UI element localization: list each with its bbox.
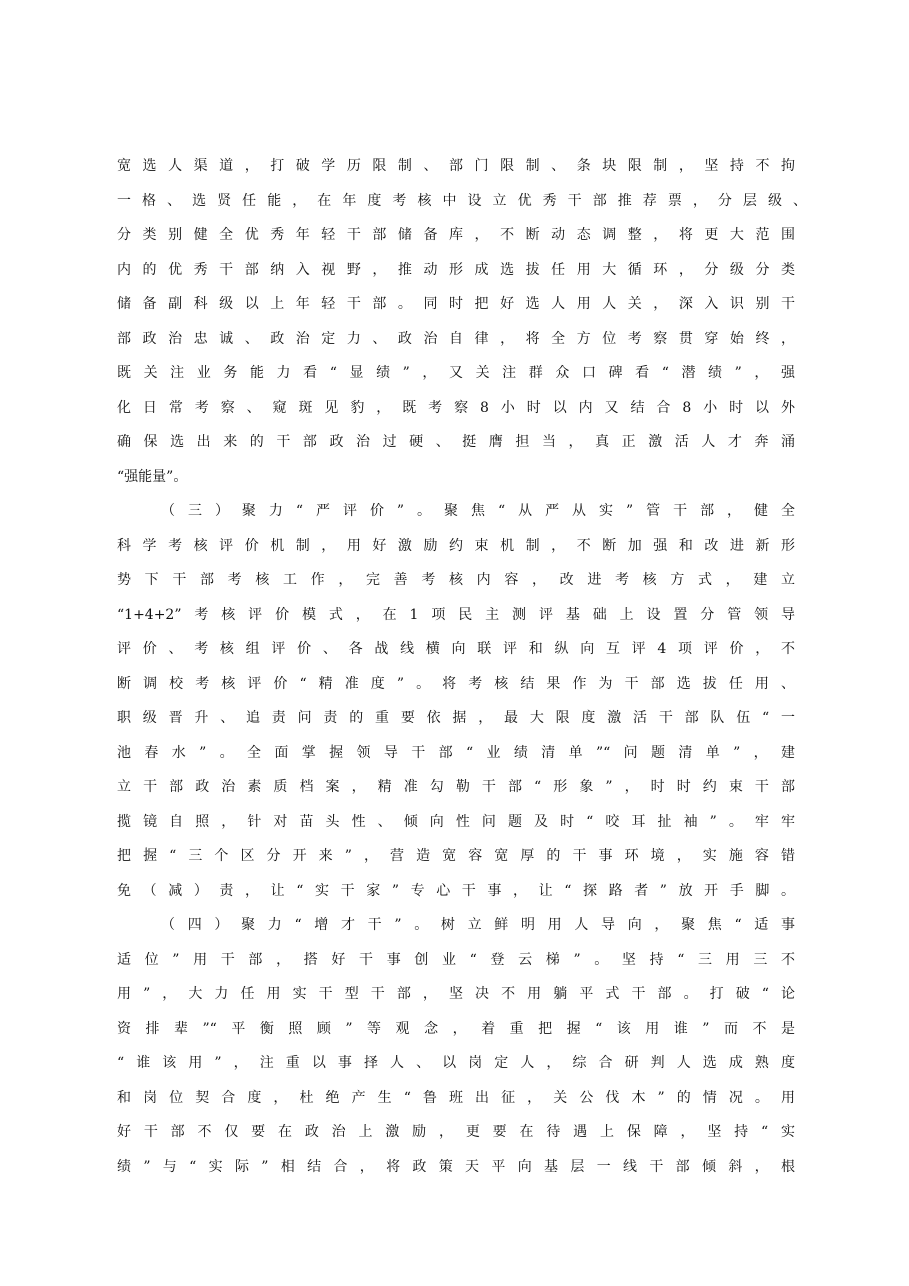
- text-line-10: “强能量”。: [117, 468, 188, 485]
- text-line-29: 好干部不仅要在政治上激励，更要在待遇上保障，坚持“实: [117, 1124, 795, 1140]
- text-line-21: 把握“三个区分开来”，营造宽容宽厚的干事环境，实施容错: [117, 848, 795, 864]
- text-line-18: 池春水”。全面掌握领导干部“业绩清单”“问题清单”，建: [117, 744, 795, 761]
- body-text: [117, 149, 817, 1184]
- text-line-28: 和岗位契合度，杜绝产生“鲁班出征，关公伐木”的情况。用: [117, 1089, 795, 1106]
- text-line-15: 评价、考核组评价、各战线横向联评和纵向互评4项评价，不: [117, 641, 795, 657]
- text-line-22: 免（减）责，让“实干家”专心干事，让“探路者”放开手脚。: [117, 882, 795, 899]
- text-line-23: （四）聚力“增才干”。树立鲜明用人导向，聚焦“适事: [161, 917, 795, 933]
- text-line-25: 用”，大力任用实干型干部，坚决不用躺平式干部。打破“论: [117, 986, 795, 1002]
- text-line-12: 科学考核评价机制，用好激励约束机制，不断加强和改进新形: [117, 537, 795, 554]
- text-line-3: 分类别健全优秀年轻干部储备库，不断动态调整，将更大范围: [117, 227, 795, 243]
- text-line-11: （三）聚力“严评价”。聚焦“从严从实”管干部，健全: [161, 503, 795, 519]
- text-line-14: “1+4+2”考核评价模式，在1项民主测评基础上设置分管领导: [117, 606, 795, 623]
- text-line-26: 资排辈”“平衡照顾”等观念，着重把握“该用谁”而不是: [117, 1020, 795, 1037]
- text-line-2: 一格、选贤任能，在年度考核中设立优秀干部推荐票，分层级、: [117, 192, 807, 209]
- text-line-30: 绩”与“实际”相结合，将政策天平向基层一线干部倾斜，根: [117, 1158, 795, 1175]
- text-line-6: 部政治忠诚、政治定力、政治自律，将全方位考察贯穿始终，: [117, 330, 795, 347]
- text-line-20: 揽镜自照，针对苗头性、倾向性问题及时“咬耳扯袖”。牢牢: [117, 813, 795, 830]
- text-line-4: 内的优秀干部纳入视野，推动形成选拔任用大循环，分级分类: [117, 261, 795, 278]
- text-line-7: 既关注业务能力看“显绩”，又关注群众口碑看“潜绩”，强: [117, 365, 795, 381]
- text-line-8: 化日常考察、窥斑见豹，既考察8小时以内又结合8小时以外: [117, 399, 795, 416]
- text-line-27: “谁该用”，注重以事择人、以岗定人，综合研判人选成熟度: [117, 1055, 795, 1071]
- text-line-16: 断调校考核评价“精准度”。将考核结果作为干部选拔任用、: [117, 675, 795, 692]
- text-line-5: 储备副科级以上年轻干部。同时把好选人用人关，深入识别干: [117, 296, 795, 312]
- text-line-1: 宽选人渠道，打破学历限制、部门限制、条块限制，坚持不拘: [117, 158, 795, 174]
- text-line-13: 势下干部考核工作，完善考核内容，改进考核方式，建立: [117, 572, 795, 588]
- text-line-17: 职级晋升、追责问责的重要依据，最大限度激活干部队伍“一: [117, 710, 795, 726]
- text-line-9: 确保选出来的干部政治过硬、挺膺担当，真正激活人才奔涌: [117, 434, 795, 450]
- text-line-24: 适位”用干部，搭好干事创业“登云梯”。坚持“三用三不: [117, 951, 795, 968]
- text-line-19: 立干部政治素质档案，精准勾勒干部“形象”，时时约束干部: [117, 779, 795, 795]
